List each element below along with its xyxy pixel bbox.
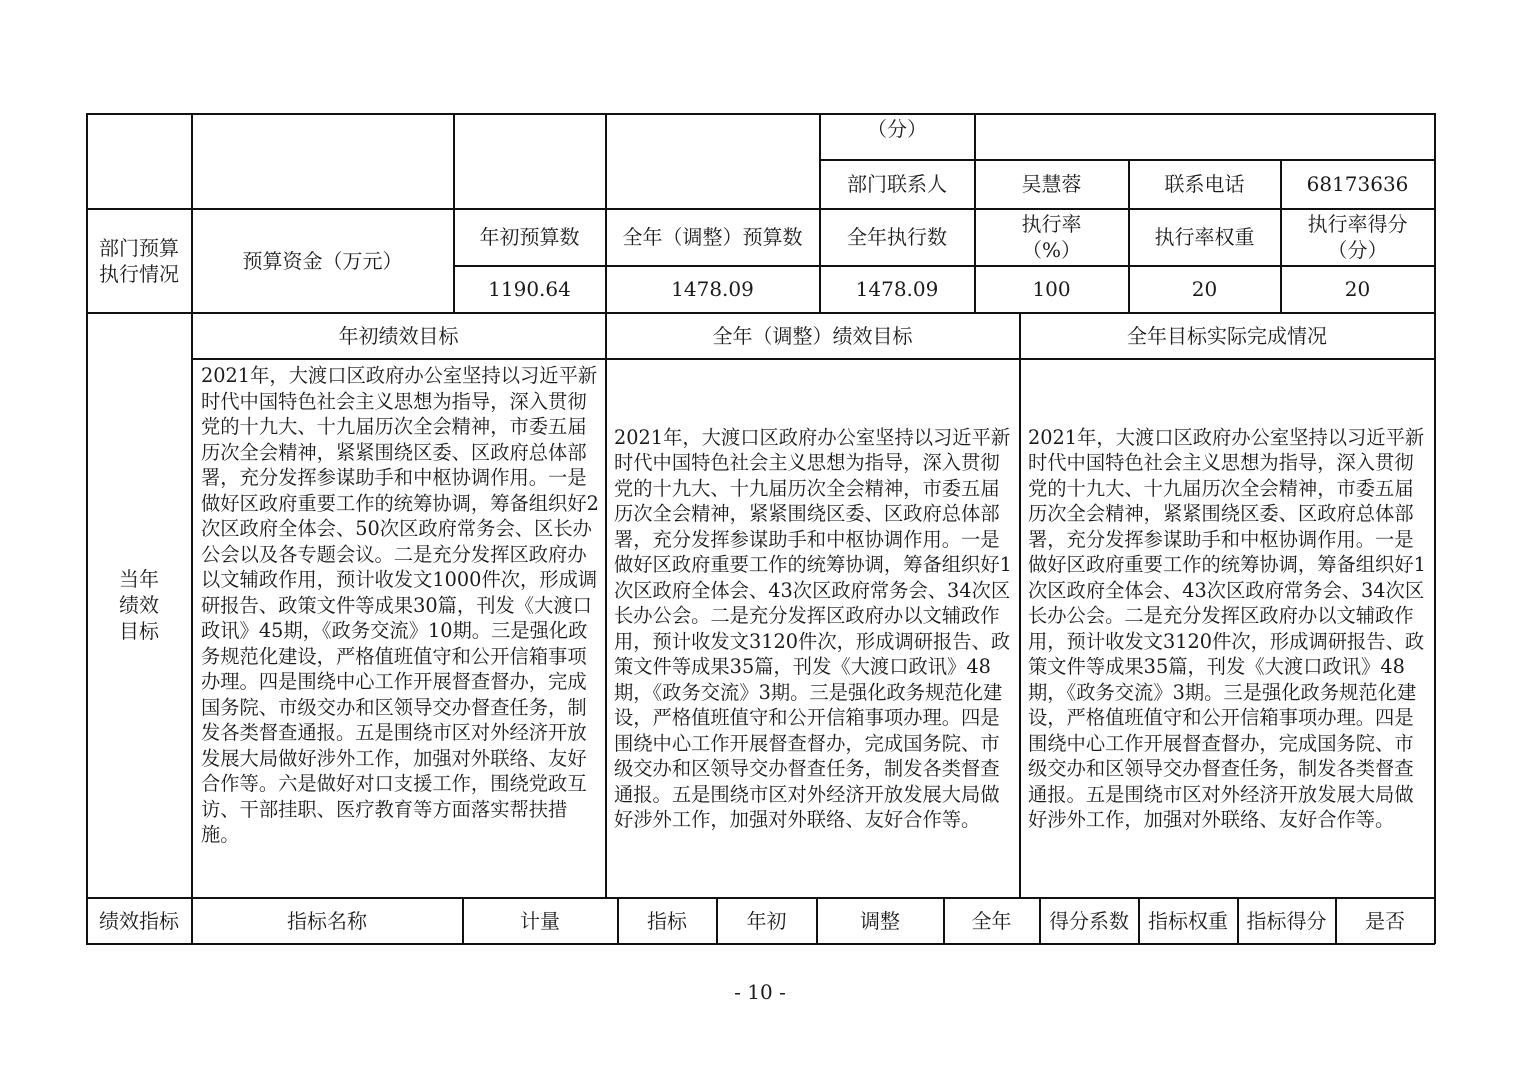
ind-header-weight: 指标权重 <box>1148 908 1228 933</box>
goals-adjusted-text: 2021年，大渡口区政府办公室坚持以习近平新时代中国特色社会主义思想为指导，深入贯彻党的十九大、十九届历次全会精神，市委五届历次全会精神，紧紧围绕区委、区政府总体部署，充分发挥参谋助手和中枢协调作用。一是做好区政府重要工作的统筹协调，筹备组织好1次区政府全体会、43次区政府常务会、34次区长办公会。二是充分发挥区政府办以文辅政作用，预计收发文3120件次，形成调研报告、政策文件等成果35篇，刊发《大渡口政讯》48期，《政务交流》3期。三是强化政务规范化建设，严格值班值守和公开信箱事项办理。四是围绕中心工作开展督查督办，完成国务院、市级交办和区领导交办督查任务，制发各类督查通报。五是围绕市区对外经济开放发展大局做好涉外工作，加强对外联络、友好合作等。 <box>614 425 1012 831</box>
budget-section-text: 部门预算执行情况 <box>99 235 179 286</box>
contact-name: 吴慧蓉 <box>1021 172 1082 196</box>
border-right <box>1434 113 1436 944</box>
goals-section-label <box>87 313 191 897</box>
indicators-section-label: 绩效指标 <box>99 908 179 933</box>
ind-header-measure: 计量 <box>520 908 560 933</box>
budget-header-executed: 全年执行数 <box>847 225 947 249</box>
border-bottom <box>86 943 1435 945</box>
budget-header-score <box>1281 209 1434 265</box>
goals-col-1 <box>605 312 607 898</box>
goals-col-2 <box>1019 312 1021 898</box>
goals-adjusted-cell <box>614 360 1013 897</box>
goals-section-text: 当年绩效目标 <box>119 567 159 643</box>
budget-header-initial: 年初预算数 <box>479 225 580 249</box>
ind-header-adjusted: 调整 <box>860 908 900 933</box>
budget-value-adjusted: 1478.09 <box>671 277 754 301</box>
goals-header-initial: 年初绩效目标 <box>338 323 459 348</box>
unit-suffix: （分） <box>867 117 927 141</box>
ind-header-initial: 年初 <box>746 908 787 933</box>
contact-label: 部门联系人 <box>847 172 947 196</box>
phone-value: 68173636 <box>1306 172 1409 196</box>
budget-section-label <box>87 209 191 312</box>
goals-actual-cell <box>1028 360 1427 897</box>
page-number: - 10 - <box>734 980 786 1004</box>
budget-value-weight: 20 <box>1191 277 1218 301</box>
ind-header-score: 指标得分 <box>1246 908 1327 933</box>
budget-header-score-text: 执行率得分（分） <box>1307 212 1408 262</box>
budget-value-initial: 1190.64 <box>488 277 571 301</box>
phone-label: 联系电话 <box>1164 172 1245 196</box>
budget-header-rate-text: 执行率（%） <box>1021 212 1082 262</box>
border-top <box>86 113 1435 115</box>
ind-header-indicator: 指标 <box>647 908 687 933</box>
ind-header-name: 指标名称 <box>287 908 367 933</box>
budget-header-adjusted: 全年（调整）预算数 <box>622 225 803 249</box>
goals-header-adjusted: 全年（调整）绩效目标 <box>712 323 913 348</box>
funds-label: 预算资金（万元） <box>242 248 403 273</box>
ind-header-coefficient: 得分系数 <box>1049 908 1129 933</box>
budget-value-executed: 1478.09 <box>855 277 939 301</box>
budget-value-score: 20 <box>1344 277 1371 301</box>
goals-header-actual: 全年目标实际完成情况 <box>1127 323 1327 348</box>
budget-header-rate <box>975 209 1128 265</box>
ind-header-full-year: 全年 <box>971 908 1012 933</box>
goals-actual-text: 2021年，大渡口区政府办公室坚持以习近平新时代中国特色社会主义思想为指导，深入贯彻党的十九大、十九届历次全会精神，市委五届历次全会精神，紧紧围绕区委、区政府总体部署，充分发挥参谋助手和中枢协调作用。一是做好区政府重要工作的统筹协调，筹备组织好1次区政府全体会、43次区政府常务会、34次区长办公会。二是充分发挥区政府办以文辅政作用，预计收发文3120件次，形成调研报告、政策文件等成果35篇，刊发《大渡口政讯》48期，《政务交流》3期。三是强化政务规范化建设，严格值班值守和公开信箱事项办理。四是围绕中心工作开展督查督办，完成国务院、市级交办和区领导交办督查任务，制发各类督查通报。五是围绕市区对外经济开放发展大局做好涉外工作，加强对外联络、友好合作等。 <box>1028 425 1426 831</box>
budget-header-weight: 执行率权重 <box>1154 225 1255 249</box>
ind-header-whether: 是否 <box>1365 908 1405 933</box>
goals-initial-text: 2021年，大渡口区政府办公室坚持以习近平新时代中国特色社会主义思想为指导，深入贯彻党的十九大、十九届历次全会精神，市委五届历次全会精神，紧紧围绕区委、区政府总体部署，充分发挥参谋助手和中枢协调作用。一是做好区政府重要工作的统筹协调，筹备组织好2次区政府全体会、50次区政府常务会、区长办公会以及各专题会议。二是充分发挥区政府办以文辅政作用，预计收发文1000件次，形成调研报告、政策文件等成果30篇，刊发《大渡口政讯》45期，《政务交流》10期。三是强化政务规范化建设，严格值班值守和公开信箱事项办理。四是围绕中心工作开展督查督办，完成国务院、市级交办和区领导交办督查任务，制发各类督查通报。五是围绕市区对外经济开放发展大局做好涉外工作，加强对外联络、友好合作等。六是做好对口支援工作，围绕党政互访、干部挂职、医疗教育等方面落实帮扶措施。 <box>201 364 599 846</box>
budget-value-rate: 100 <box>1032 277 1071 301</box>
